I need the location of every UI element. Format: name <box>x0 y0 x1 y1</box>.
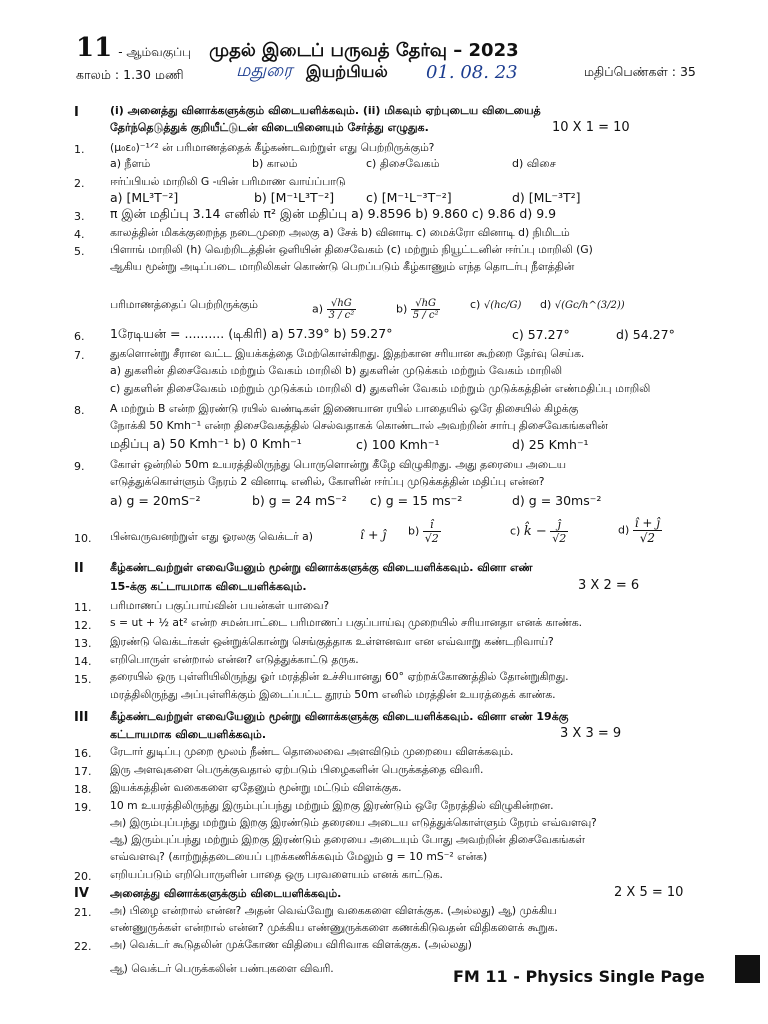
question-text: A மற்றும் B என்ற இரண்டு ரயில் வண்டிகள் இணையான ரயில் பாதையில் ஒரே திசையில் கிழக்கு <box>110 402 579 415</box>
section-marks: 10 X 1 = 10 <box>552 120 630 135</box>
option-d: d) [ML⁻³T²] <box>512 190 581 205</box>
grade-word: - ஆம்வகுப்பு <box>118 45 192 59</box>
question-text: ஈர்ப்பியல் மாறிலி G -யின் பரிமாண வாய்ப்பாடு <box>110 175 346 188</box>
question-text: பின்வருவனற்றுள் எது ஓரலகு வெக்டர் a) <box>110 530 313 543</box>
option-c-label: c) <box>470 298 481 311</box>
formula-c-bottom: √2 <box>552 532 567 545</box>
formula-b-top: √hG <box>411 298 441 310</box>
question-text: ஆகிய மூன்று அடிப்படை மாறிலிகள் கொண்டு பெறப்படும் கீழ்காணும் எந்த தொடர்பு நீளத்தின் <box>110 260 575 273</box>
option-b: b) [M⁻¹L³T⁻²] <box>254 190 335 205</box>
option-a-label: a) <box>312 302 324 316</box>
subject-title: இயற்பியல் <box>306 62 388 81</box>
option-c <box>510 518 568 545</box>
question-text: மரத்திலிருந்து அப்புள்ளிக்கும் இடைப்பட்ட தூரம் 50m எனில் மரத்தின் உயரத்தைக் காண்க. <box>110 688 556 701</box>
question-number: 7. <box>74 349 85 362</box>
formula-c <box>550 518 568 545</box>
question-text: (μ₀ε₀)⁻¹ᐟ² ன் பரிமாணத்தைக் கீழ்கண்டவற்றுள் எது பெற்றிருக்கும்? <box>110 141 435 154</box>
option-b: b) g = 24 mS⁻² <box>252 493 347 508</box>
option-d: d) 54.27° <box>616 327 675 342</box>
option-d <box>540 298 625 311</box>
question-text: அ) வெக்டர் கூடுதலின் முக்கோண விதியை விரிவாக விளக்குக. (அல்லது) <box>110 938 472 951</box>
question-text: ஆ) இரும்புப்பந்து மற்றும் இறகு இரண்டும் தரையை அடையும் போது அவற்றின் திசைவேகங்கள் <box>110 833 585 846</box>
option-c: c) 100 Kmh⁻¹ <box>356 437 440 452</box>
question-text: 10 m உயரத்திலிருந்து இரும்புப்பந்து மற்றும் இறகு இரண்டும் ஒரே நேரத்தில் விழுகின்றன. <box>110 799 554 812</box>
formula-a-top: √hG <box>327 298 357 310</box>
question-number: 3. <box>74 210 85 223</box>
question-number: 12. <box>74 619 92 632</box>
section-instruction: 15-க்கு கட்டாயமாக விடையளிக்கவும். <box>110 580 307 593</box>
option-a <box>312 298 356 321</box>
option-a: î + ĵ <box>360 527 387 542</box>
question-number: 20. <box>74 870 92 883</box>
question-text: இரு அளவுகளை பெருக்குவதால் ஏற்படும் பிழைகளின் பெருக்கத்தை விவரி. <box>110 763 484 776</box>
section-instruction: கட்டாயமாக விடையளிக்கவும். <box>110 728 267 741</box>
section-marks: 3 X 2 = 6 <box>578 578 640 593</box>
question-text: அ) இரும்புப்பந்து மற்றும் இறகு இரண்டும் தரையை அடைய எடுத்துக்கொள்ளும் நேரம் எவ்வளவு? <box>110 816 597 829</box>
question-number: 5. <box>74 245 85 258</box>
question-text: கோள் ஒன்றில் 50m உயரத்திலிருந்து பொருளொன்று கீழே விழுகிறது. அது தரையை அடைய <box>110 458 566 471</box>
question-text: தரையில் ஒரு புள்ளியிலிருந்து ஓர் மரத்தின் உச்சியானது 60° ஏற்றக்கோணத்தில் தோன்றுகிறது. <box>110 670 569 683</box>
option-a: a) [ML³T⁻²] <box>110 190 179 205</box>
option-a: a) நீளம் <box>110 157 151 170</box>
formula-b-bottom: √2 <box>424 532 439 545</box>
section-number: II <box>74 561 84 576</box>
exam-duration: காலம் : 1.30 மணி <box>76 67 184 82</box>
section-instruction: அனைத்து வினாக்களுக்கும் விடையளிக்கவும். <box>110 887 342 900</box>
handwritten-date: 01. 08. 23 <box>426 62 518 83</box>
section-instruction: கீழ்கண்டவற்றுள் எவையேனும் மூன்று வினாக்களுக்கு விடையளிக்கவும். வினா எண் <box>110 561 533 574</box>
question-text: காலத்தின் மிகக்குறைந்த நடைமுறை அலகு a) சேக் b) வினாடி c) மைக்ரோ வினாடி d) நிமிடம் <box>110 226 570 239</box>
grade-number: 11 <box>76 33 113 63</box>
section-marks: 3 X 3 = 9 <box>560 726 622 741</box>
option-b-label: b) <box>408 524 420 538</box>
question-text: ரேடார் துடிப்பு முறை மூலம் நீண்ட தொலைவை அளவிடும் முறையை விளக்கவும். <box>110 745 514 758</box>
formula-c-top: ĵ <box>550 518 568 532</box>
question-number: 8. <box>74 404 85 417</box>
option-c <box>470 298 521 311</box>
formula-b-bottom: 5 / c² <box>412 310 439 321</box>
page-corner-mark <box>735 955 760 983</box>
option-d: d) விசை <box>512 157 556 170</box>
question-number: 22. <box>74 940 92 953</box>
question-number: 15. <box>74 673 92 686</box>
formula-d: √(Gc/h^(3/2)) <box>554 300 625 311</box>
question-text: ஆ) வெக்டர் பெருக்கலின் பண்புகளை விவரி. <box>110 962 334 975</box>
question-text: எறியப்படும் எறிபொருளின் பாதை ஒரு பரவளையம் எனக் காட்டுக. <box>110 868 443 881</box>
question-number: 6. <box>74 330 85 343</box>
question-text: எவ்வளவு? (காற்றுத்தடையைப் புறக்கணிக்கவும் மேலும் g = 10 mS⁻² என்க) <box>110 850 488 863</box>
formula-c-prefix: k̂ − <box>523 524 547 539</box>
option-cd: c) துகளின் திசைவேகம் மற்றும் முடுக்கம் மாறிலி d) துகளின் வேகம் மற்றும் முடுக்கத்தின் எண்மதிப்பு மாறிலி <box>110 382 651 395</box>
formula-b <box>423 518 441 545</box>
total-marks: மதிப்பெண்கள் : 35 <box>584 64 696 79</box>
section-number: IV <box>74 886 89 901</box>
question-text: எறிபொருள் என்றால் என்ன? எடுத்துக்காட்டு தருக. <box>110 653 359 666</box>
option-b <box>396 298 440 321</box>
question-text: எண்ணுருக்கள் என்றால் என்ன? முக்கிய எண்ணுருக்களை கணக்கிடுவதன் விதிகளைக் கூறுக. <box>110 921 558 934</box>
question-text: π இன் மதிப்பு 3.14 எனில் π² இன் மதிப்பு a) 9.8596 b) 9.860 c) 9.86 d) 9.9 <box>110 206 557 221</box>
formula-d <box>633 516 662 545</box>
option-d-label: d) <box>540 298 552 311</box>
section-number: I <box>74 105 79 120</box>
question-number: 2. <box>74 177 85 190</box>
question-number: 17. <box>74 765 92 778</box>
question-number: 21. <box>74 906 92 919</box>
formula-b <box>411 298 441 321</box>
section-number: III <box>74 710 89 725</box>
option-c: c) g = 15 ms⁻² <box>370 493 463 508</box>
question-text: மதிப்பு a) 50 Kmh⁻¹ b) 0 Kmh⁻¹ <box>110 436 302 451</box>
question-text: நோக்கி 50 Kmh⁻¹ என்ற திசைவேகத்தில் செல்வதாகக் கொண்டால் அவற்றின் சார்பு திசைவேகங்களின் <box>110 419 608 432</box>
question-number: 11. <box>74 601 92 614</box>
section-instruction: கீழ்கண்டவற்றுள் எவையேனும் மூன்று வினாக்களுக்கு விடையளிக்கவும். வினா எண் 19க்கு <box>110 710 569 723</box>
question-number: 16. <box>74 747 92 760</box>
exam-title: முதல் இடைப் பருவத் தேர்வு – 2023 <box>209 40 519 61</box>
question-text: துகளொன்று சீரான வட்ட இயக்கத்தை மேற்கொள்கிறது. இதற்கான சரியான கூற்றை தேர்வு செய்க. <box>110 347 585 360</box>
section-instruction: தேர்ந்தெடுத்துக் குறியீட்டுடன் விடையினையும் சேர்த்து எழுதுக. <box>110 121 429 134</box>
question-number: 4. <box>74 228 85 241</box>
option-a: a) g = 20mS⁻² <box>110 493 201 508</box>
question-text: பரிமாணத்தைப் பெற்றிருக்கும் <box>110 298 258 311</box>
option-c: c) திசைவேகம் <box>366 157 440 170</box>
question-text: எடுத்துக்கொள்ளும் நேரம் 2 வினாடி எனில், கோளின் ஈர்ப்பு முடுக்கத்தின் மதிப்பு என்ன? <box>110 475 545 488</box>
footer-label: FM 11 - Physics Single Page <box>453 967 705 986</box>
formula-d-top: î + ĵ <box>634 516 661 530</box>
question-text: பிளாங் மாறிலி (h) வெற்றிடத்தின் ஒளியின் திசைவேகம் (c) மற்றும் நியூட்டனின் ஈர்ப்பு மாறிலி (G) <box>110 243 593 256</box>
option-b <box>408 518 441 545</box>
question-number: 14. <box>74 655 92 668</box>
option-b: b) காலம் <box>252 157 298 170</box>
formula-c: √(hc/G) <box>483 300 522 311</box>
option-d: d) 25 Kmh⁻¹ <box>512 437 589 452</box>
option-d <box>618 516 662 545</box>
option-b-label: b) <box>396 302 408 316</box>
section-instruction: (i) அனைத்து வினாக்களுக்கும் விடையளிக்கவும். (ii) மிகவும் ஏற்புடைய விடையைத் <box>110 104 541 117</box>
question-text: s = ut + ½ at² என்ற சமன்பாட்டை பரிமாணப் பகுப்பாய்வு முறையில் சரியானதா எனக் காண்க. <box>110 616 583 629</box>
option-d-label: d) <box>618 523 630 537</box>
option-d: d) g = 30ms⁻² <box>512 493 602 508</box>
question-number: 1. <box>74 143 85 156</box>
question-text: 1ரேடியன் = .......... (டிகிரி) a) 57.39° b) 59.27° <box>110 326 393 341</box>
formula-d-bottom: √2 <box>639 531 656 545</box>
formula-a <box>327 298 357 321</box>
question-number: 18. <box>74 783 92 796</box>
formula-b-top: î <box>423 518 441 532</box>
question-number: 9. <box>74 460 85 473</box>
question-text: அ) பிழை என்றால் என்ன? அதன் வெவ்வேறு வகைகளை விளக்குக. (அல்லது) ஆ) முக்கிய <box>110 904 557 917</box>
option-ab: a) துகளின் திசைவேகம் மற்றும் வேகம் மாறிலி b) துகளின் முடுக்கம் மற்றும் வேகம் மாறிலி <box>110 364 563 377</box>
question-number: 13. <box>74 637 92 650</box>
formula-a-bottom: 3 / c² <box>328 310 355 321</box>
header-meta-row <box>76 60 726 84</box>
option-c-label: c) <box>510 524 521 538</box>
question-text: பரிமாணப் பகுப்பாய்வின் பயன்கள் யாவை? <box>110 599 330 612</box>
question-number: 19. <box>74 801 92 814</box>
question-number: 10. <box>74 532 92 545</box>
option-c: c) [M⁻¹L⁻³T⁻²] <box>366 190 452 205</box>
question-text: இயக்கத்தின் வகைகளை ஏதேனும் மூன்று மட்டும் விளக்குக. <box>110 781 402 794</box>
section-marks: 2 X 5 = 10 <box>614 885 684 900</box>
option-c: c) 57.27° <box>512 327 570 342</box>
question-text: இரண்டு வெக்டர்கள் ஒன்றுக்கொன்று செங்குத்தாக உள்ளனவா என எவ்வாறு கண்டறிவாய்? <box>110 635 554 648</box>
header-title-row <box>76 33 726 63</box>
handwritten-place: மதுரை <box>236 60 293 81</box>
